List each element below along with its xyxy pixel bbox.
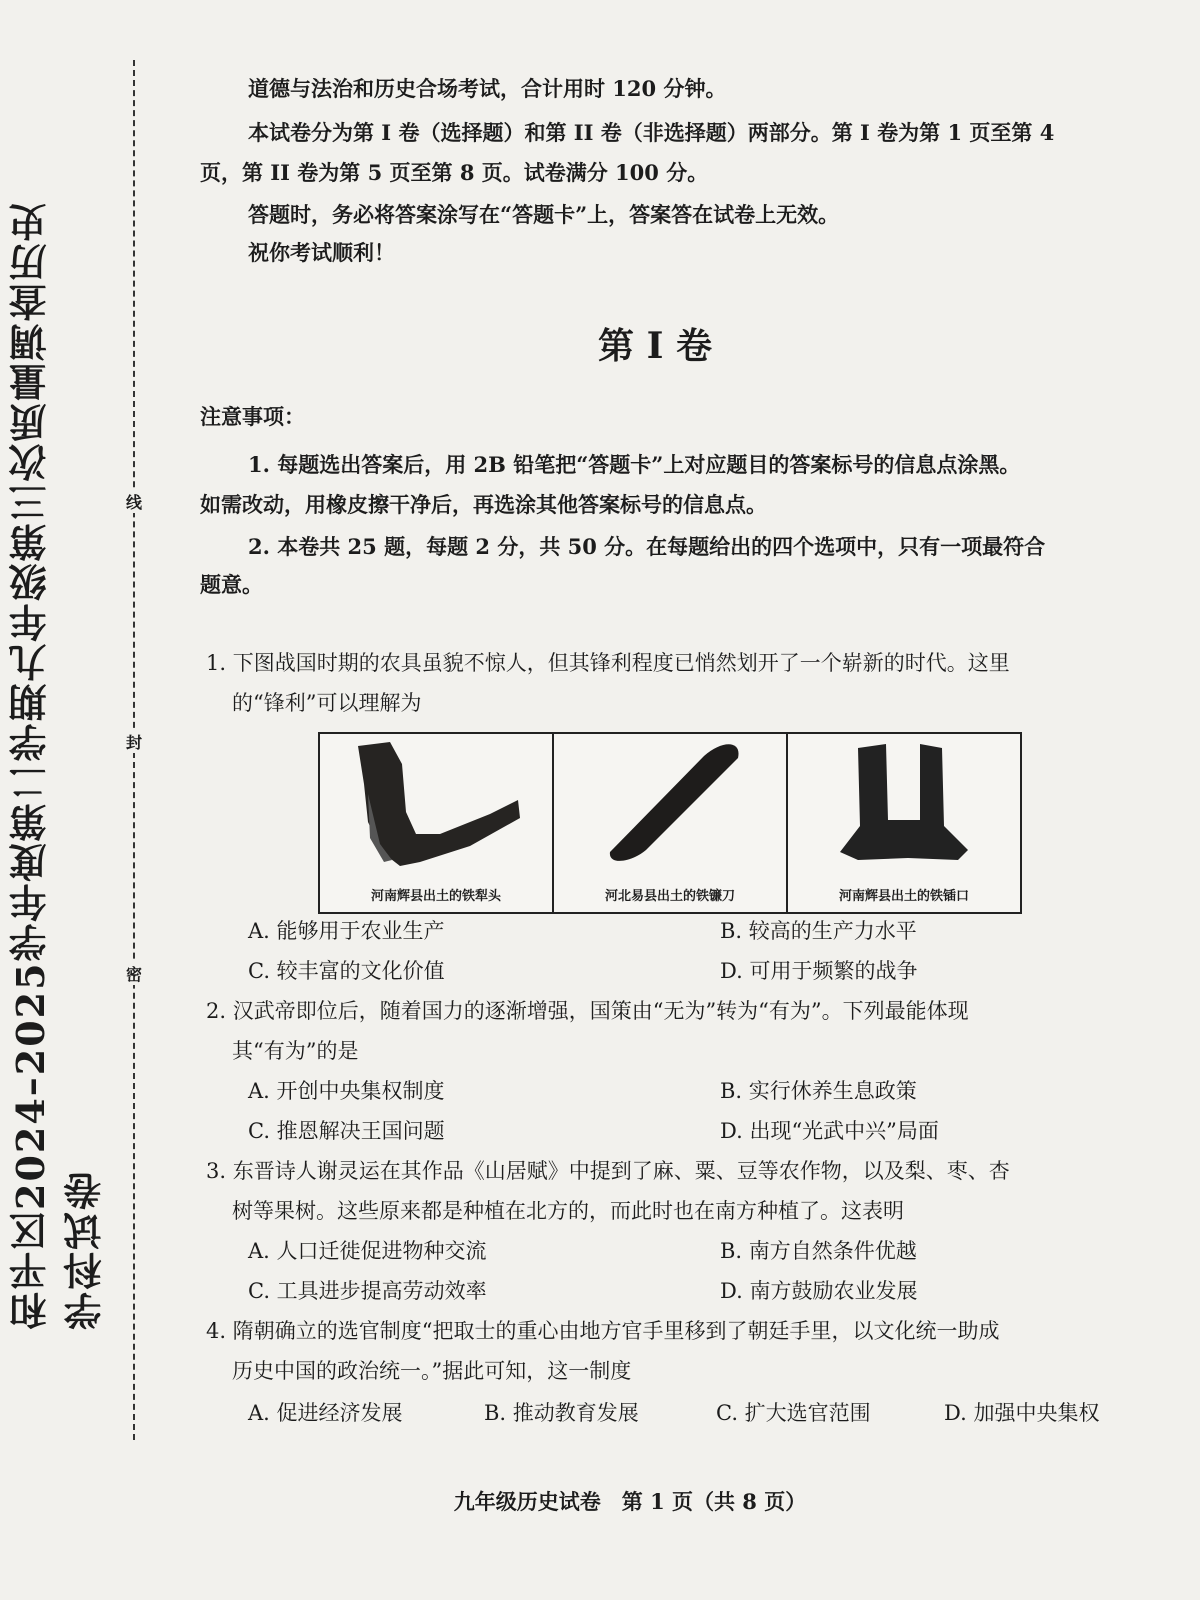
section-title: 第 I 卷 (598, 325, 712, 367)
question-1-option-b: B. 较高的生产力水平 (720, 919, 917, 943)
figure-iron-sickle (554, 734, 788, 912)
notice-line-3: 2. 本卷共 25 题，每题 2 分，共 50 分。在每题给出的四个选项中，只有一项最符合 (248, 534, 1046, 559)
question-4-option-c: C. 扩大选官范围 (716, 1401, 871, 1425)
figure-iron-plow (320, 734, 554, 912)
figure-caption-1: 河南辉县出土的铁犁头 (370, 889, 501, 904)
figure-iron-spade (788, 734, 1020, 912)
question-1-stem-line-2: 的“锋利”可以理解为 (232, 691, 422, 715)
question-1-stem-line-1: 1. 下图战国时期的农具虽貌不惊人，但其锋利程度已悄然划开了一个崭新的时代。这里 (206, 651, 1010, 675)
binding-mark-secret: 密 (122, 962, 146, 985)
binding-mark-line: 线 (122, 490, 146, 513)
question-3-option-d: D. 南方鼓励农业发展 (720, 1279, 918, 1303)
question-4-option-b: B. 推动教育发展 (484, 1401, 639, 1425)
notice-line-1: 1. 每题选出答案后，用 2B 铅笔把“答题卡”上对应题目的答案标号的信息点涂黑。 (248, 452, 1021, 477)
question-4-stem-line-1: 4. 隋朝确立的选官制度“把取士的重心由地方官手里移到了朝廷手里，以文化统一助成 (206, 1319, 1000, 1343)
question-1-option-d: D. 可用于频繁的战争 (720, 959, 918, 983)
notice-line-4: 题意。 (200, 572, 263, 597)
question-1-figure (318, 732, 1022, 914)
notice-line-2: 如需改动，用橡皮擦干净后，再选涂其他答案标号的信息点。 (200, 492, 767, 517)
figure-caption-2: 河北易县出土的铁镰刀 (604, 889, 735, 904)
figure-caption-3: 河南辉县出土的铁锸口 (838, 889, 969, 904)
question-2-stem-line-2: 其“有为”的是 (232, 1039, 359, 1063)
intro-line-1: 道德与法治和历史合场考试，合计用时 120 分钟。 (248, 76, 727, 101)
intro-line-4: 答题时，务必将答案涂写在“答题卡”上，答案答在试卷上无效。 (248, 202, 840, 227)
intro-line-3: 页，第 II 卷为第 5 页至第 8 页。试卷满分 100 分。 (200, 160, 709, 185)
question-1-option-a: A. 能够用于农业生产 (248, 919, 445, 943)
intro-line-2: 本试卷分为第 I 卷（选择题）和第 II 卷（非选择题）两部分。第 I 卷为第 1 页至第 4 (248, 120, 1055, 145)
question-1-option-c: C. 较丰富的文化价值 (248, 959, 445, 983)
question-4-option-a: A. 促进经济发展 (248, 1401, 403, 1425)
question-2-option-c: C. 推恩解决王国问题 (248, 1119, 445, 1143)
question-2-option-d: D. 出现“光武中兴”局面 (720, 1119, 939, 1143)
question-3-stem-line-2: 树等果树。这些原来都是种植在北方的，而此时也在南方种植了。这表明 (232, 1199, 904, 1223)
question-3-option-c: C. 工具进步提高劳动效率 (248, 1279, 487, 1303)
question-2-option-a: A. 开创中央集权制度 (248, 1079, 445, 1103)
question-2-option-b: B. 实行休养生息政策 (720, 1079, 917, 1103)
question-3-stem-line-1: 3. 东晋诗人谢灵运在其作品《山居赋》中提到了麻、粟、豆等农作物，以及梨、枣、杏 (206, 1159, 1010, 1183)
page-footer: 九年级历史试卷 第 1 页（共 8 页） (453, 1489, 807, 1514)
question-4-option-d: D. 加强中央集权 (944, 1401, 1100, 1425)
question-4-stem-line-2: 历史中国的政治统一。”据此可知，这一制度 (232, 1359, 632, 1383)
notice-heading: 注意事项： (200, 404, 305, 429)
intro-line-5: 祝你考试顺利！ (248, 240, 395, 265)
question-3-option-a: A. 人口迁徙促进物种交流 (248, 1239, 487, 1263)
binding-mark-seal: 封 (122, 730, 146, 753)
question-2-stem-line-1: 2. 汉武帝即位后，随着国力的逐渐增强，国策由“无为”转为“有为”。下列最能体现 (206, 999, 969, 1023)
question-3-option-b: B. 南方自然条件优越 (720, 1239, 917, 1263)
side-title: 和平区2024–2025学年度第二学期九年级第三次质量调查历史学科试卷 (8, 201, 108, 1330)
